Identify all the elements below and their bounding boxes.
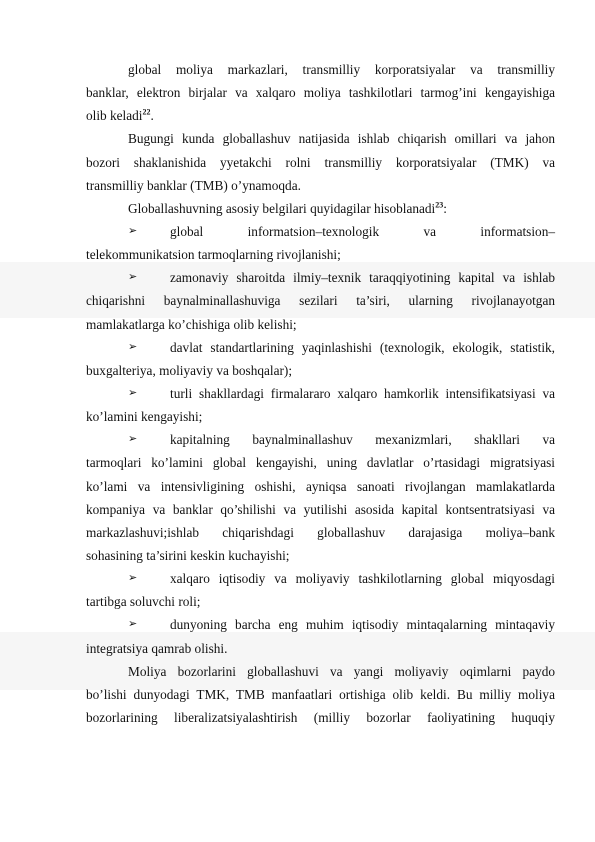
bullet-text: xalqaro iqtisodiy va moliyaviy tashkilotlarning global miqyosdagi	[170, 571, 555, 587]
paragraph-line	[86, 104, 555, 127]
bullet-line: markazlashuvi;ishlab chiqarishdagi globallashuv darajasiga moliya–bank	[86, 524, 555, 540]
arrow-bullet-icon: ➢	[128, 433, 138, 446]
bullet-line: telekommunikatsion tarmoqlarning rivojlanishi;	[86, 247, 341, 263]
paragraph-line: Moliya bozorlarini globallashuvi va yangi moliyaviy oqimlarni paydo	[128, 663, 555, 679]
paragraph-line: bo’lishi dunyodagi TMK, TMB manfaatlari ortishiga olib keldi. Bu milliy moliya	[86, 686, 555, 702]
bullet-text: davlat standartlarining yaqinlashishi (texnologik, ekologik, statistik,	[170, 339, 555, 355]
bullet-text: dunyoning barcha eng muhim iqtisodiy mintaqalarning mintaqaviy	[170, 617, 555, 633]
arrow-bullet-icon: ➢	[128, 224, 138, 237]
bullet-item	[86, 567, 555, 590]
bullet-line: tartibga soluvchi roli;	[86, 594, 201, 610]
bullet-text: zamonaviy sharoitda ilmiy–texnik taraqqiyotining kapital va ishlab	[170, 270, 555, 286]
body-text	[86, 58, 555, 729]
paragraph-line: banklar, elektron birjalar va xalqaro moliya tashkilotlari tarmog’ini kengayishiga	[86, 85, 555, 101]
arrow-bullet-icon: ➢	[128, 340, 138, 353]
bullet-line: kompaniya va banklar qo’shilishi va yutilishi asosida kapital kontsentratsiyasi va	[86, 501, 555, 517]
arrow-bullet-icon: ➢	[128, 572, 138, 585]
paragraph-text: .	[150, 108, 154, 124]
paragraph-text: :	[443, 200, 447, 216]
footnote-ref: 23	[435, 200, 444, 210]
bullet-item	[86, 613, 555, 636]
paragraph-line	[86, 197, 555, 220]
bullet-item	[86, 428, 555, 451]
bullet-line: tarmoqlari ko’lamini global kengayishi, uning davlatlar o’rtasidagi migratsiyasi	[86, 455, 555, 471]
bullet-line: buxgalteriya, moliyaviy va boshqalar);	[86, 362, 293, 378]
arrow-bullet-icon: ➢	[128, 271, 138, 284]
bullet-item	[86, 266, 555, 289]
bullet-item	[86, 382, 555, 405]
bullet-line: sohasining ta’sirini keskin kuchayishi;	[86, 547, 290, 563]
bullet-item	[86, 220, 555, 243]
bullet-line: integratsiya qamrab olishi.	[86, 640, 228, 656]
bullet-text: kapitalning baynalminallashuv mexanizmlari, shakllari va	[170, 432, 555, 448]
bullet-text: global informatsion–texnologik va informatsion–	[170, 223, 555, 239]
paragraph-line: bozori shaklanishida yyetakchi rolni transmilliy korporatsiyalar (TMK) va	[86, 154, 555, 170]
bullet-line: ko’lamini kengayishi;	[86, 409, 203, 425]
paragraph-line: global moliya markazlari, transmilliy korporatsiyalar va transmilliy	[128, 62, 555, 77]
bullet-line: ko’lami va intensivligining oshishi, ayniqsa sanoati rivojlangan mamlakatlarda	[86, 478, 555, 494]
paragraph-line: Bugungi kunda globallashuv natijasida ishlab chiqarish omillari va jahon	[128, 131, 555, 147]
arrow-bullet-icon: ➢	[128, 618, 138, 631]
bullet-line: chiqarishni baynalminallashuviga sezilari ta’siri, ularning rivojlanayotgan	[86, 293, 555, 309]
paragraph-line: transmilliy banklar (TMB) o’ynamoqda.	[86, 177, 301, 193]
footnote-ref: 22	[142, 107, 151, 117]
paragraph-text: olib keladi	[86, 108, 143, 124]
bullet-item	[86, 336, 555, 359]
paragraph-line: bozorlarining liberalizatsiyalashtirish (milliy bozorlar faoliyatining huquqiy	[86, 709, 555, 725]
paragraph-text: Globallashuvning asosiy belgilari quyidagilar hisoblanadi	[128, 200, 436, 216]
arrow-bullet-icon: ➢	[128, 386, 138, 399]
bullet-text: turli shakllardagi firmalararo xalqaro hamkorlik intensifikatsiyasi va	[170, 385, 555, 401]
bullet-line: mamlakatlarga ko’chishiga olib kelishi;	[86, 316, 297, 332]
